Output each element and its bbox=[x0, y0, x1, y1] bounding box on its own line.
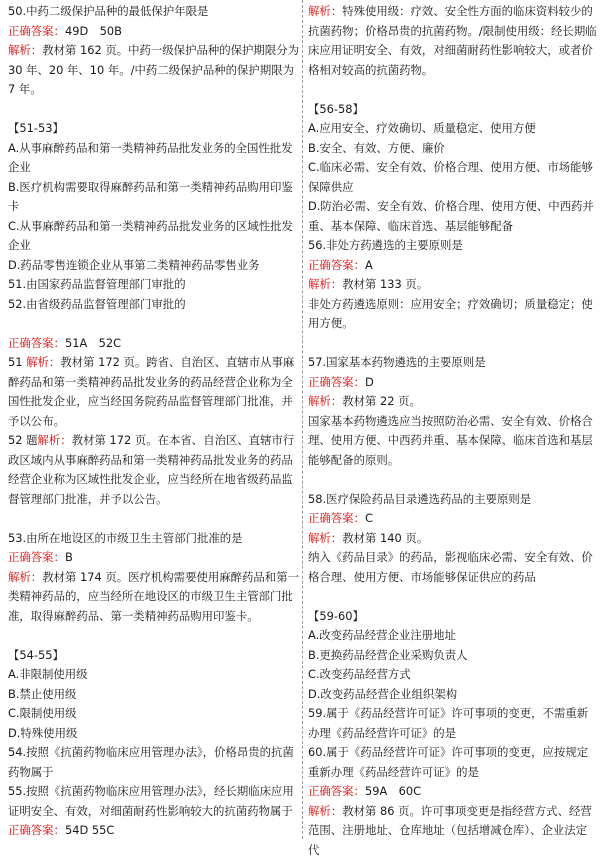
answer-line bbox=[8, 431, 300, 509]
paragraph-gap bbox=[308, 80, 598, 100]
text-line bbox=[308, 158, 598, 197]
answer-label: 解析： bbox=[8, 570, 42, 584]
answer-label: 正确答案： bbox=[308, 511, 365, 525]
text-line bbox=[8, 2, 300, 22]
paragraph-gap bbox=[308, 334, 598, 354]
line-text: 教材第 162 页。中药一级保护品种的保护期限分为 30 年、20 年、10 年。/中药二级保护品种的保护期限为 7 年。 bbox=[8, 43, 299, 96]
text-line bbox=[308, 139, 598, 159]
text-line bbox=[8, 217, 300, 256]
line-text: 57.国家基本药物遴选的主要原则是 bbox=[308, 355, 486, 369]
answer-line bbox=[8, 821, 300, 841]
line-text: C.限制使用级 bbox=[8, 706, 77, 720]
answer-line bbox=[8, 548, 300, 568]
line-text: 教材第 140 页。 bbox=[342, 531, 428, 545]
answer-line bbox=[308, 782, 598, 802]
text-line bbox=[308, 665, 598, 685]
answer-line bbox=[308, 275, 598, 295]
line-text: 教材第 86 页。许可事项变更是指经营方式、经营范围、注册地址、仓库地址（包括增减仓库）、企业法定代 bbox=[308, 804, 592, 857]
answer-label: 正确答案： bbox=[8, 823, 65, 837]
paragraph-gap bbox=[308, 587, 598, 607]
line-text: 60.属于《药品经营许可证》许可事项的变更，应按规定重新办理《药品经营许可证》的是 bbox=[308, 745, 588, 779]
answer-line bbox=[8, 41, 300, 100]
answer-line bbox=[308, 392, 598, 412]
line-text: 51A 52C bbox=[65, 336, 121, 350]
column-divider bbox=[302, 0, 304, 839]
text-line bbox=[308, 704, 598, 743]
answer-label: 正确答案： bbox=[8, 550, 65, 564]
answer-label: 解析： bbox=[308, 4, 342, 18]
text-line bbox=[308, 197, 598, 236]
answer-label: 正确答案： bbox=[308, 375, 365, 389]
answer-line bbox=[308, 802, 598, 860]
line-text: A.应用安全、疗效确切、质量稳定、使用方便 bbox=[308, 121, 536, 135]
answer-label: 解析： bbox=[308, 277, 342, 291]
line-text: 国家基本药物遴选应当按照防治必需、安全有效、价格合理、使用方便、中西药并重、基本保障、临床首选和基层能够配备的原则。 bbox=[308, 414, 593, 467]
text-line bbox=[8, 704, 300, 724]
paragraph-gap bbox=[8, 100, 300, 120]
line-text: 教材第 22 页。 bbox=[342, 394, 421, 408]
left-column bbox=[8, 2, 300, 841]
line-text: 教材第 172 页。跨省、自治区、直辖市从事麻醉药品和第一类精神药品批发业务的药品经营企业称为全国性批发企业，应当经国务院药品监督管理部门批准，并予以公布。 bbox=[8, 355, 294, 428]
text-line bbox=[308, 412, 598, 471]
text-line bbox=[308, 646, 598, 666]
line-text: 非处方药遴选原则：应用安全；疗效确切；质量稳定；使用方便。 bbox=[308, 297, 593, 331]
line-text: A.改变药品经营企业注册地址 bbox=[308, 628, 456, 642]
line-text: A.非限制使用级 bbox=[8, 667, 88, 681]
answer-label: 正确答案： bbox=[8, 24, 65, 38]
line-text: C bbox=[365, 511, 373, 525]
answer-label: 正确答案： bbox=[8, 336, 65, 350]
paragraph-gap bbox=[308, 470, 598, 490]
line-text: 59.属于《药品经营许可证》许可事项的变更，不需重新办理《药品经营许可证》的是 bbox=[308, 706, 588, 740]
text-line bbox=[8, 275, 300, 295]
text-line bbox=[308, 743, 598, 782]
line-text: D.药品零售连锁企业从事第二类精神药品零售业务 bbox=[8, 258, 260, 272]
text-line bbox=[308, 295, 598, 334]
text-line bbox=[308, 548, 598, 587]
line-text: 54.按照《抗菌药物临床应用管理办法》，价格昂贵的抗菌药物属于 bbox=[8, 745, 294, 779]
answer-line bbox=[308, 2, 598, 80]
paragraph-gap bbox=[8, 314, 300, 334]
line-text: 【54-55】 bbox=[8, 648, 64, 662]
answer-line bbox=[308, 373, 598, 393]
text-line bbox=[308, 100, 598, 120]
line-text: 纳入《药品目录》的药品，影视临床必需、安全有效、价格合理、使用方便、市场能够保证供应的药品 bbox=[308, 550, 593, 584]
answer-label: 正确答案： bbox=[308, 784, 365, 798]
line-text: 51.由国家药品监督管理部门审批的 bbox=[8, 277, 186, 291]
line-text: B.医疗机构需要取得麻醉药品和第一类精神药品购用印鉴卡 bbox=[8, 180, 293, 214]
line-text: 59A 60C bbox=[365, 784, 421, 798]
paragraph-gap bbox=[8, 626, 300, 646]
text-line bbox=[8, 256, 300, 276]
line-text: A bbox=[365, 258, 373, 272]
text-line bbox=[8, 743, 300, 782]
text-line bbox=[8, 119, 300, 139]
line-text: 教材第 174 页。医疗机构需要使用麻醉药品和第一类精神药品的，应当经所在地设区的市级卫生主管部门批准，取得麻醉药品、第一类精神药品购用印鉴卡。 bbox=[8, 570, 299, 623]
text-line bbox=[308, 626, 598, 646]
line-text: 【56-58】 bbox=[308, 102, 364, 116]
line-text: C.从事麻醉药品和第一类精神药品批发业务的区域性批发企业 bbox=[8, 219, 293, 253]
line-text: 50.中药二级保护品种的最低保护年限是 bbox=[8, 4, 208, 18]
question-number: 52 题 bbox=[8, 433, 38, 447]
answer-line bbox=[8, 334, 300, 354]
text-line bbox=[8, 665, 300, 685]
question-number: 51 bbox=[8, 355, 26, 369]
line-text: C.改变药品经营方式 bbox=[308, 667, 411, 681]
text-line bbox=[8, 178, 300, 217]
line-text: 54D 55C bbox=[65, 823, 114, 837]
text-line bbox=[308, 236, 598, 256]
answer-line bbox=[308, 529, 598, 549]
answer-label: 解析： bbox=[38, 433, 72, 447]
text-line bbox=[8, 724, 300, 744]
text-line bbox=[308, 119, 598, 139]
line-text: 教材第 172 页。在本省、自治区、直辖市行政区域内从事麻醉药品和第一类精神药品批发业务的药品经营企业称为区域性批发企业，应当经所在地省级药品监督管理部门批准，并予以公告。 bbox=[8, 433, 294, 506]
text-line bbox=[8, 529, 300, 549]
line-text: 【59-60】 bbox=[308, 609, 364, 623]
answer-line bbox=[8, 353, 300, 431]
answer-line bbox=[308, 256, 598, 276]
answer-label: 解析： bbox=[308, 804, 342, 818]
paragraph-gap bbox=[8, 509, 300, 529]
answer-label: 解析： bbox=[8, 43, 42, 57]
text-line bbox=[8, 685, 300, 705]
answer-line bbox=[308, 509, 598, 529]
line-text: D.特殊使用级 bbox=[8, 726, 77, 740]
answer-line bbox=[8, 22, 300, 42]
text-line bbox=[8, 139, 300, 178]
text-line bbox=[8, 646, 300, 666]
line-text: 特殊使用级：疗效、安全性方面的临床资料较少的抗菌药物；价格昂贵的抗菌药物。/限制使用级：经长期临床应用证明安全、有效，对细菌耐药性影响较大，或者价格相对较高的抗菌药物。 bbox=[308, 4, 597, 77]
line-text: 49D 50B bbox=[65, 24, 122, 38]
text-line bbox=[308, 607, 598, 627]
right-column bbox=[308, 2, 598, 860]
answer-label: 正确答案： bbox=[308, 258, 365, 272]
answer-line bbox=[8, 568, 300, 627]
answer-label: 解析： bbox=[308, 394, 342, 408]
text-line bbox=[308, 490, 598, 510]
text-line bbox=[308, 685, 598, 705]
text-line bbox=[8, 782, 300, 821]
line-text: D bbox=[365, 375, 374, 389]
line-text: D.改变药品经营企业组织架构 bbox=[308, 687, 457, 701]
line-text: D.防治必需、安全有效、价格合理、使用方便、中西药并重、基本保障、临床首选、基层能够配备 bbox=[308, 199, 594, 233]
answer-label: 解析： bbox=[308, 531, 342, 545]
line-text: C.临床必需、安全有效、价格合理、使用方便、市场能够保障供应 bbox=[308, 160, 593, 194]
line-text: 58.医疗保险药品目录遴选药品的主要原则是 bbox=[308, 492, 531, 506]
answer-label: 解析： bbox=[26, 355, 60, 369]
text-line bbox=[308, 353, 598, 373]
line-text: 52.由省级药品监督管理部门审批的 bbox=[8, 297, 186, 311]
line-text: 55.按照《抗菌药物临床应用管理办法》，经长期临床应用证明安全、有效，对细菌耐药性影响较大的抗菌药物属于 bbox=[8, 784, 294, 818]
line-text: B.安全、有效、方便、廉价 bbox=[308, 141, 445, 155]
text-line bbox=[8, 295, 300, 315]
line-text: 【51-53】 bbox=[8, 121, 64, 135]
line-text: B.禁止使用级 bbox=[8, 687, 76, 701]
line-text: B.更换药品经营企业采购负责人 bbox=[308, 648, 468, 662]
line-text: 56.非处方药遴选的主要原则是 bbox=[308, 238, 463, 252]
line-text: A.从事麻醉药品和第一类精神药品批发业务的全国性批发企业 bbox=[8, 141, 293, 175]
line-text: B bbox=[65, 550, 73, 564]
line-text: 53.由所在地设区的市级卫生主管部门批准的是 bbox=[8, 531, 243, 545]
line-text: 教材第 133 页。 bbox=[342, 277, 428, 291]
